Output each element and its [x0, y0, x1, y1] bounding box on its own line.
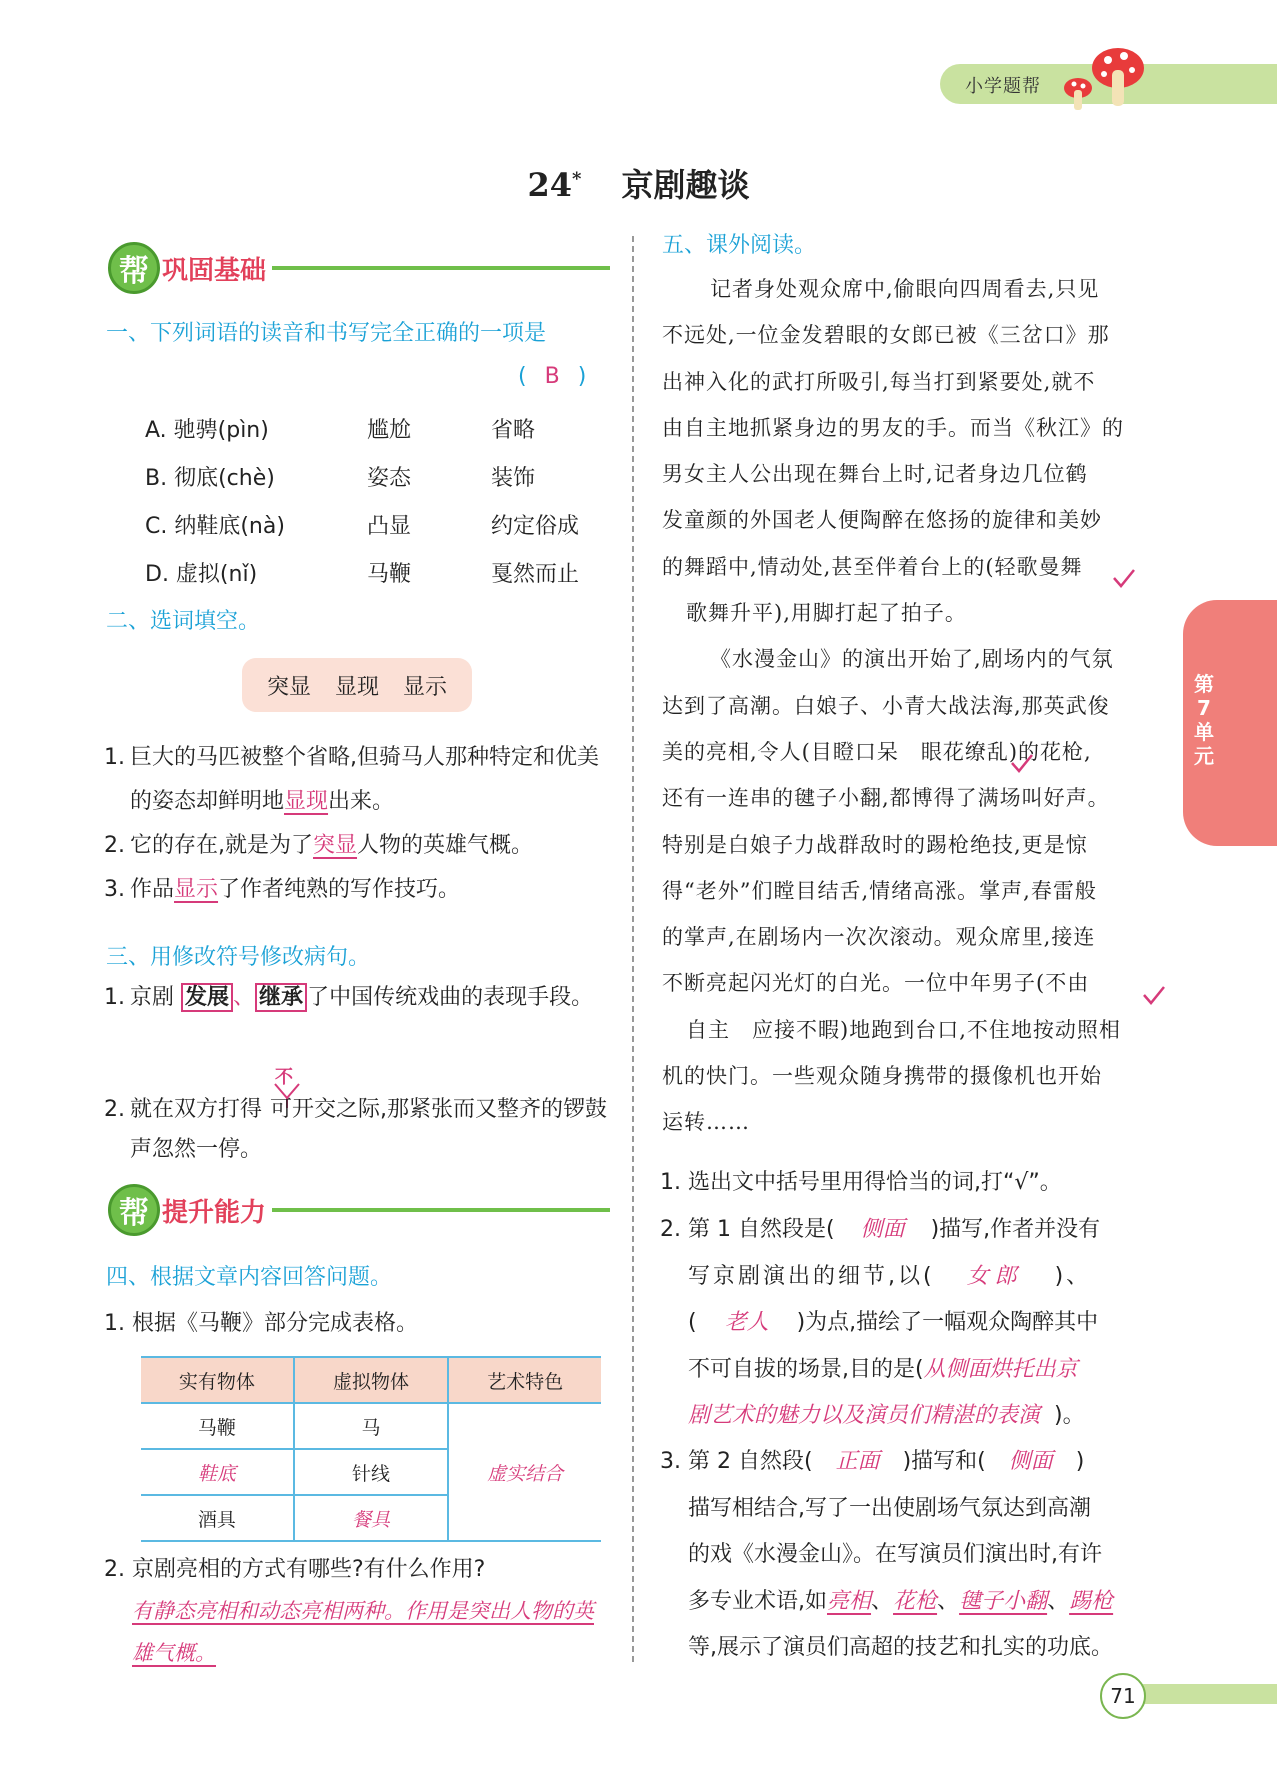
- column-divider: [632, 236, 634, 1662]
- q1-options: [145, 404, 615, 596]
- passage-line: 的舞蹈中,情动处,甚至伴着台上的(轻歌曼舞: [662, 554, 1083, 579]
- answer-blank: 女郎: [966, 1263, 1023, 1289]
- page-number: 71: [1100, 1673, 1146, 1719]
- passage-line: 发童颜的外国老人便陶醉在悠扬的旋律和美妙: [662, 508, 1102, 533]
- fill-answer: 显现: [284, 789, 329, 814]
- q2-item: 2. 它的存在,就是为了突显人物的英雄气概。: [104, 833, 534, 858]
- q3-item2: 2. 就在双方打得 可开交之际,那紧张而又整齐的锣鼓声忽然一停。: [104, 1097, 608, 1162]
- q1-prompt: 一、下列词语的读音和书写完全正确的一项是: [106, 321, 547, 346]
- checkmark-icon: [1142, 985, 1166, 1007]
- table-header: 实有物体 虚拟物体 艺术特色: [141, 1357, 601, 1403]
- q5-item3: 3. 第 2 自然段( 正面 )描写和( 侧面 ) 描写相结合,写了一出使剧场气氛达到高潮 的戏《水漫金山》。在写演员们演出时,有许 多专业术语,如亮相、花枪、毽子小翻、踢枪 等,展示了演员们高超的技艺和扎实的功底。: [660, 1439, 1172, 1672]
- passage-line: 美的亮相,令人(目瞪口呆 眼花缭乱)的花枪,: [662, 739, 1092, 764]
- q4-prompt: 四、根据文章内容回答问题。: [106, 1265, 393, 1290]
- q3-prompt: 三、用修改符号修改病句。: [106, 945, 371, 970]
- passage-line: 运转……: [662, 1110, 750, 1135]
- passage-line: 《水漫金山》的演出开始了,剧场内的气氛: [710, 647, 1114, 672]
- section-improve: [108, 1182, 610, 1238]
- option-row: B. 彻底(chè) 姿态 装饰: [145, 465, 536, 491]
- swap-box: 发展: [181, 983, 233, 1012]
- reading-passage: [662, 266, 1172, 1146]
- answer-blank: 侧面: [1008, 1449, 1053, 1474]
- answer-blank: 侧面: [860, 1217, 905, 1242]
- q2-items: [104, 736, 614, 912]
- q5-item1: 1. 选出文中括号里用得恰当的词,打“√”。: [660, 1170, 1062, 1195]
- section-rule: [272, 266, 610, 270]
- passage-line: 的掌声,在剧场内一次次滚动。观众席里,接连: [662, 925, 1096, 950]
- q4-item1: 1. 根据《马鞭》部分完成表格。: [104, 1311, 418, 1336]
- lesson-title: [0, 160, 1277, 206]
- insert-mark: 不: [275, 1067, 293, 1088]
- help-badge-icon: 帮: [108, 1184, 160, 1236]
- table-row: 马鞭 马 虚实结合: [141, 1403, 601, 1449]
- passage-line: 自主 应接不暇)地跑到台口,不住地按动照相: [686, 1017, 1121, 1042]
- word-option: 显现: [334, 674, 379, 700]
- answer-blank: 剧艺术的魅力以及演员们精湛的表演: [688, 1403, 1041, 1428]
- q5-prompt: 五、课外阅读。: [662, 233, 817, 258]
- table-row: 酒具 餐具: [141, 1495, 601, 1541]
- brand-name: 小学题帮: [965, 76, 1041, 97]
- section-label: 巩固基础: [162, 255, 267, 286]
- feature-answer: 虚实结合: [448, 1403, 601, 1541]
- checkmark-icon: [1010, 753, 1034, 775]
- answer-blank: 正面: [835, 1449, 880, 1474]
- option-row: D. 虚拟(nǐ) 马鞭 戛然而止: [145, 561, 580, 587]
- swap-box: 继承: [255, 983, 307, 1012]
- fill-answer: 显示: [174, 877, 219, 902]
- passage-line: 机的快门。一些观众随身携带的摄像机也开始: [662, 1064, 1102, 1089]
- q2-prompt: 二、选词填空。: [106, 609, 261, 634]
- fill-answer: 突显: [313, 833, 358, 858]
- answer-blank: 从侧面烘托出京: [923, 1356, 1078, 1382]
- q4-item2-answer: 有静态亮相和动态亮相两种。作用是突出人物的英雄气概。: [132, 1599, 594, 1665]
- q3-item1: 1. 京剧 发展 、 继承 了中国传统戏曲的表现手段。: [104, 985, 594, 1010]
- passage-line: 记者身处观众席中,偷眼向四周看去,只见: [710, 277, 1100, 301]
- option-row: A. 驰骋(pìn) 尴尬 省略: [145, 417, 536, 443]
- term-answer: 花枪: [893, 1588, 938, 1614]
- q1-answer: ( B ): [518, 364, 587, 389]
- passage-line: 得“老外”们瞠目结舌,情绪高涨。掌声,春雷般: [662, 878, 1097, 903]
- answer-blank: 老人: [724, 1310, 769, 1335]
- word-option: 突显: [266, 674, 311, 700]
- q2-item: 1. 巨大的马匹被整个省略,但骑马人那种特定和优美的姿态却鲜明地显现出来。: [104, 745, 599, 814]
- passage-line: 歌舞升平),用脚打起了拍子。: [686, 601, 967, 626]
- checkmark-icon: [1112, 568, 1136, 590]
- q2-item: 3. 作品显示了作者纯熟的写作技巧。: [104, 877, 461, 902]
- section-rule: [272, 1208, 610, 1212]
- passage-line: 还有一连串的毽子小翻,都博得了满场叫好声。: [662, 786, 1110, 811]
- passage-line: 男女主人公出现在舞台上时,记者身边几位鹤: [662, 462, 1088, 487]
- q4-item2: 2. 京剧亮相的方式有哪些?有什么作用?: [104, 1557, 486, 1582]
- mushroom-icon: [1060, 40, 1150, 115]
- passage-line: 特别是白娘子力战群敌时的踢枪绝技,更是惊: [662, 832, 1088, 857]
- lesson-name: 京剧趣谈: [621, 166, 750, 204]
- unit-tab-label: 第7单元: [1194, 672, 1214, 768]
- term-answer: 毽子小翻: [959, 1588, 1048, 1614]
- passage-line: 不远处,一位金发碧眼的女郎已被《三岔口》那: [662, 323, 1110, 348]
- passage-line: 出神入化的武打所吸引,每当打到紧要处,就不: [662, 369, 1096, 394]
- option-row: C. 纳鞋底(nà) 凸显 约定俗成: [145, 513, 580, 539]
- props-table: [141, 1356, 601, 1542]
- q5-item2: 2. 第 1 自然段是( 侧面 )描写,作者并没有 写京剧演出的细节,以( 女郎 )、 ( 老人 )为点,描绘了一幅观众陶醉其中 不可自拔的场景,目的是(从侧面烘托出京 剧艺术的魅力以及演员们精湛的表演 )。: [660, 1207, 1172, 1440]
- term-answer: 踢枪: [1069, 1588, 1114, 1614]
- passage-line: 不断亮起闪光灯的白光。一位中年男子(不由: [662, 971, 1090, 996]
- section-consolidate: [108, 240, 610, 296]
- table-row: 鞋底 针线: [141, 1449, 601, 1495]
- passage-line: 由自主地抓紧身边的男友的手。而当《秋江》的: [662, 415, 1124, 440]
- help-badge-icon: 帮: [108, 242, 160, 294]
- word-bank: [242, 658, 472, 712]
- section-label: 提升能力: [162, 1197, 267, 1228]
- passage-line: 达到了高潮。白娘子、小青大战法海,那英武俊: [662, 693, 1110, 718]
- lesson-number: 24*: [527, 166, 582, 204]
- word-option: 显示: [403, 674, 448, 700]
- term-answer: 亮相: [827, 1588, 872, 1614]
